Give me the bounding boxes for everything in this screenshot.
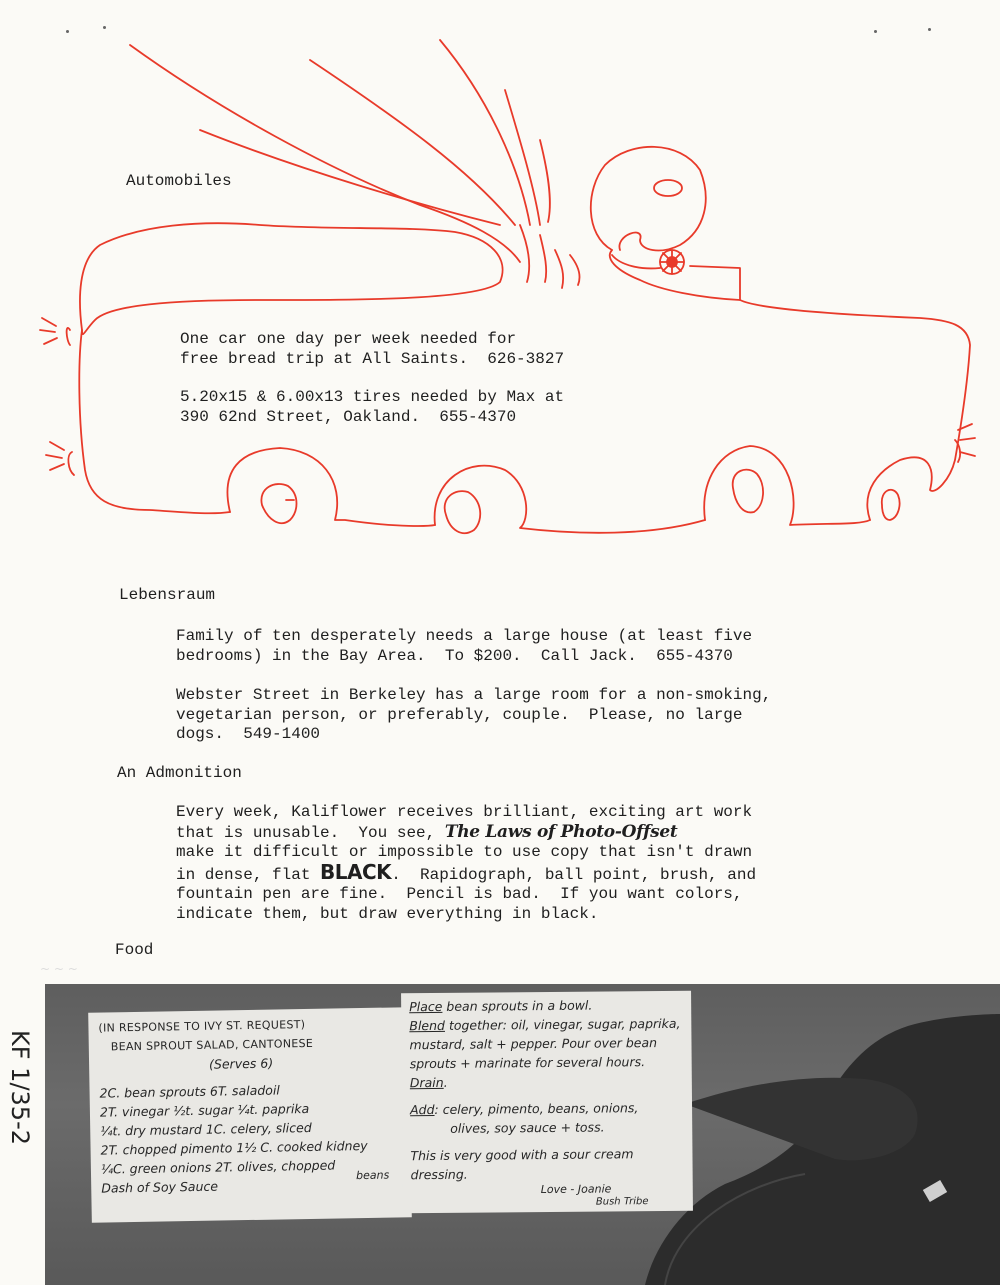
admonition-line: . Rapidograph, ball point, brush, and <box>391 865 757 884</box>
recipe-line <box>410 1052 684 1073</box>
recipe-line <box>409 1014 683 1035</box>
recipe-text: olives, soy sauce + toss. <box>450 1119 605 1136</box>
ad-line: 390 62nd Street, Oakland. 655-4370 <box>180 407 517 426</box>
recipe-text: together: oil, vinegar, sugar, paprika, <box>444 1015 681 1033</box>
recipe-card-right <box>401 991 693 1214</box>
ad-line: bedrooms) in the Bay Area. To $200. Call Jack. 655-4370 <box>176 646 733 665</box>
section-heading-lebensraum: Lebensraum <box>119 586 216 604</box>
recipe-line <box>410 1144 684 1165</box>
recipe-line <box>410 1071 684 1092</box>
automobiles-ad-1 <box>180 330 564 369</box>
recipe-text: bean sprouts in a bowl. <box>442 997 593 1014</box>
recipe-line <box>409 995 683 1016</box>
recipe-text: sprouts + marinate for several hours. <box>409 1054 646 1072</box>
car-drawing-illustration <box>0 0 1000 560</box>
recipe-emphasis: Place <box>409 998 443 1015</box>
black-word: BLACK <box>320 859 392 884</box>
recipe-line <box>409 1033 683 1054</box>
recipe-emphasis: Blend <box>409 1017 446 1034</box>
recipe-line: BEAN SPROUT SALAD, CANTONESE <box>110 1036 314 1054</box>
recipe-text: mustard, salt + pepper. Pour over bean <box>409 1035 658 1053</box>
recipe-text: : celery, pimento, beans, onions, <box>434 1100 639 1117</box>
ad-line: One car one day per week needed for <box>180 330 517 348</box>
archive-mark: KF 1/35-2 <box>6 1030 34 1145</box>
recipe-line: (Serves 6) <box>208 1055 274 1072</box>
recipe-emphasis: Add <box>409 1101 435 1118</box>
ad-line: Webster Street in Berkeley has a large room for a non-smoking, <box>176 686 772 704</box>
recipe-text: dressing. <box>410 1166 468 1183</box>
ad-line: dogs. 549-1400 <box>176 725 321 743</box>
faint-pencil-mark: ~ ~ ~ <box>40 962 78 976</box>
section-heading-admonition: An Admonition <box>117 764 242 782</box>
recipe-photo <box>45 984 1000 1285</box>
recipe-emphasis: Drain <box>409 1074 444 1091</box>
lebensraum-ad-2 <box>176 686 771 745</box>
admonition-line: make it difficult or impossible to use copy that isn't drawn <box>176 843 753 861</box>
signature-line: Bush Tribe <box>595 1196 649 1208</box>
admonition-line: indicate them, but draw everything in black. <box>176 904 599 923</box>
recipe-line: 2T. vinegar ½t. sugar ¼t. paprika <box>99 1100 310 1120</box>
recipe-line: ¼C. green onions 2T. olives, chopped <box>100 1157 336 1177</box>
recipe-line: ¼t. dry mustard 1C. celery, sliced <box>100 1119 312 1139</box>
recipe-line: 2C. bean sprouts 6T. saladoil <box>99 1082 280 1101</box>
admonition-line: Every week, Kaliflower receives brilliant, exciting art work <box>176 803 753 821</box>
section-heading-automobiles: Automobiles <box>126 172 232 190</box>
admonition-text <box>176 803 756 924</box>
automobiles-ad-2 <box>180 388 564 427</box>
recipe-text: . <box>443 1074 448 1090</box>
recipe-line: (IN RESPONSE TO IVY ST. REQUEST) <box>98 1018 306 1035</box>
recipe-line: Dash of Soy Sauce <box>101 1178 219 1196</box>
laws-of-photo-offset-text: The Laws of Photo-Offset <box>444 821 678 842</box>
ad-line: free bread trip at All Saints. 626-3827 <box>180 349 565 368</box>
recipe-word: beans <box>355 1168 390 1183</box>
recipe-line <box>410 1098 684 1119</box>
ad-line: Family of ten desperately needs a large house (at least five <box>176 627 753 645</box>
signature <box>411 1196 685 1210</box>
recipe-line <box>410 1117 684 1138</box>
recipe-card-left <box>88 1007 412 1223</box>
recipe-line <box>411 1163 685 1184</box>
admonition-line: that is unusable. You see, <box>176 823 445 842</box>
recipe-line: 2T. chopped pimento 1½ C. cooked kidney <box>100 1137 368 1158</box>
section-heading-food: Food <box>115 941 154 959</box>
signature-line: Love - Joanie <box>540 1182 612 1197</box>
lebensraum-ad-1 <box>176 627 752 666</box>
recipe-text: This is very good with a sour cream <box>410 1146 634 1164</box>
admonition-line: in dense, flat <box>176 865 321 884</box>
ad-line: 5.20x15 & 6.00x13 tires needed by Max at <box>180 388 565 406</box>
recipe-line <box>356 1166 390 1186</box>
ad-line: vegetarian person, or preferably, couple. Please, no large <box>176 705 743 724</box>
admonition-line: fountain pen are fine. Pencil is bad. If you want colors, <box>176 885 743 903</box>
